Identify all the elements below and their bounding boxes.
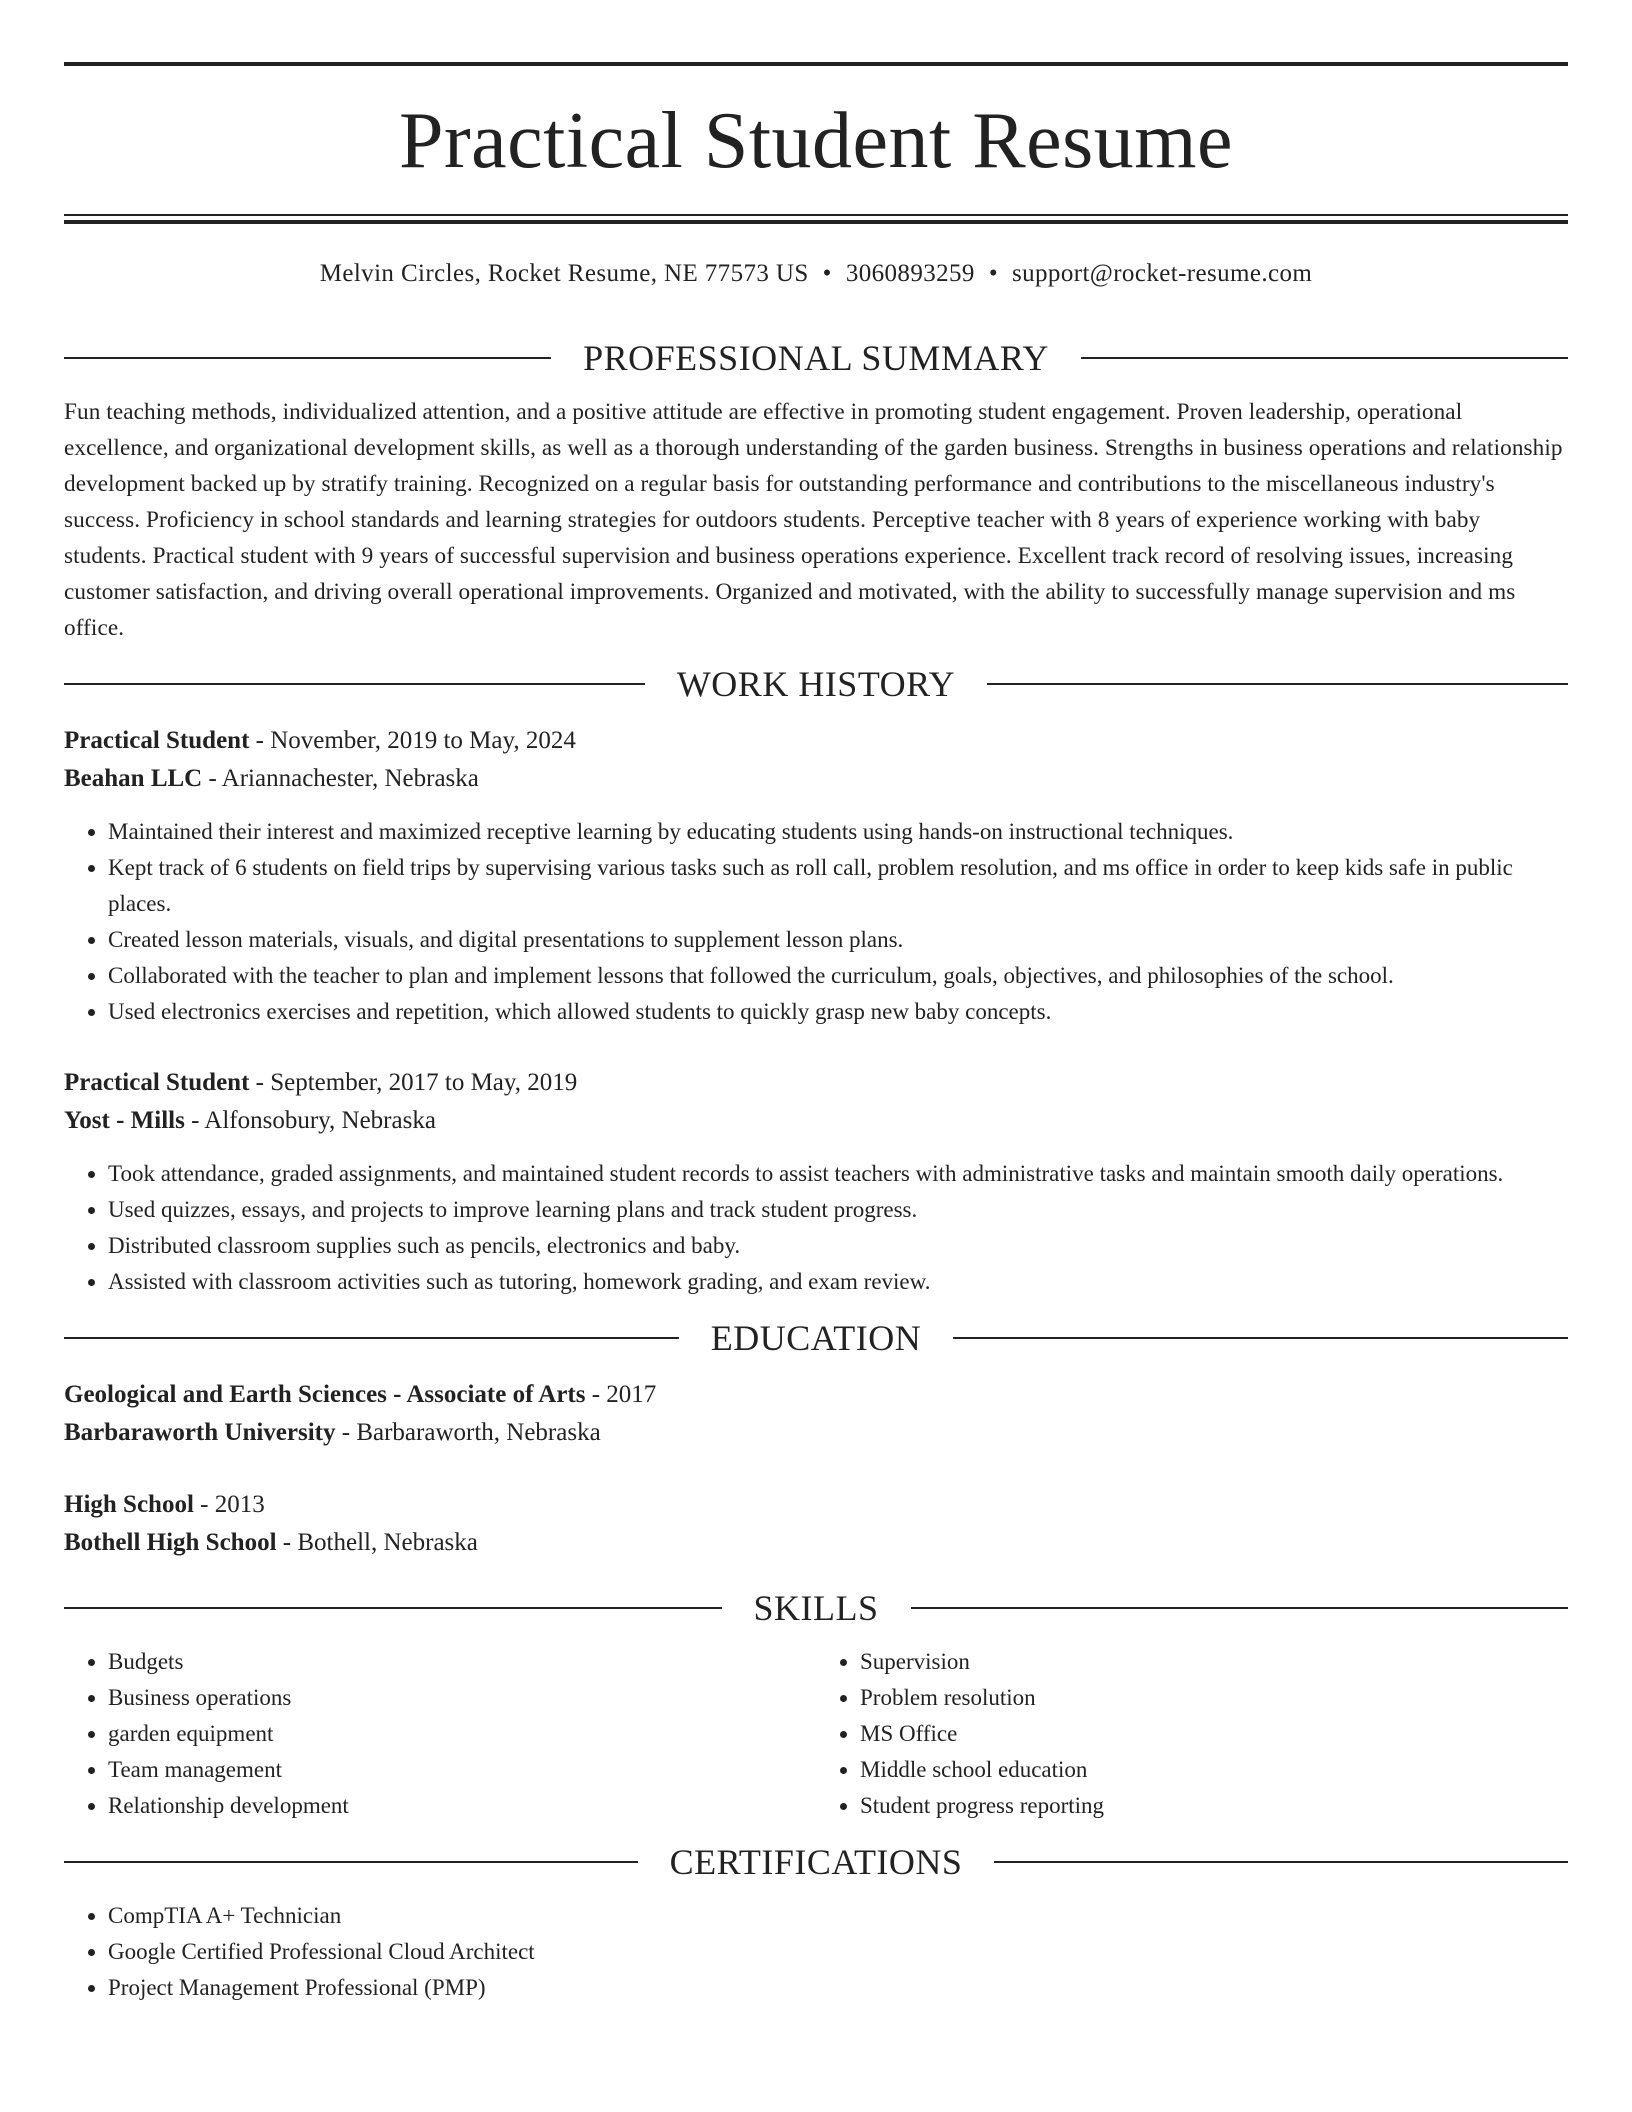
- education-school: Barbaraworth University: [64, 1419, 336, 1446]
- job-location: - Ariannachester, Nebraska: [202, 765, 479, 792]
- certification-item: • Google Certified Professional Cloud Architect: [108, 1934, 1568, 1970]
- job-title-line: [64, 1064, 1568, 1102]
- section-rule-right: [953, 1337, 1568, 1339]
- education-school-line: [64, 1414, 1568, 1452]
- job-bullet: • Created lesson materials, visuals, and digital presentations to supplement lesson plans.: [108, 922, 1568, 958]
- section-rule-right: [994, 1861, 1568, 1863]
- job-title: Practical Student: [64, 727, 250, 754]
- certifications-section-header: [64, 1840, 1568, 1884]
- certifications-heading: CERTIFICATIONS: [669, 1842, 963, 1882]
- contact-line: [64, 258, 1568, 290]
- summary-section-header: [64, 336, 1568, 380]
- contact-separator: •: [822, 260, 832, 287]
- section-rule-left: [64, 357, 551, 359]
- job-company: Yost - Mills: [64, 1107, 185, 1134]
- education-degree: Geological and Earth Sciences - Associate of Arts: [64, 1381, 586, 1408]
- section-rule-left: [64, 683, 645, 685]
- education-degree-line: [64, 1486, 1568, 1524]
- skills-list-left: [64, 1644, 816, 1824]
- education-degree: High School: [64, 1491, 194, 1518]
- certifications-list: [64, 1898, 1568, 2006]
- job-bullet: • Maintained their interest and maximized receptive learning by educating students using hands-on instructional techniques.: [108, 814, 1568, 850]
- section-rule-left: [64, 1607, 722, 1609]
- job-entry: [64, 722, 1568, 1030]
- education-degree-line: [64, 1376, 1568, 1414]
- skill-item: • Budgets: [108, 1644, 816, 1680]
- skills-section-header: [64, 1586, 1568, 1630]
- work-section-header: [64, 662, 1568, 706]
- education-school-line: [64, 1524, 1568, 1562]
- education-school: Bothell High School: [64, 1529, 277, 1556]
- skill-item: • Problem resolution: [860, 1680, 1568, 1716]
- section-rule-left: [64, 1861, 638, 1863]
- job-company: Beahan LLC: [64, 765, 203, 792]
- job-bullet: • Used quizzes, essays, and projects to improve learning plans and track student progress.: [108, 1192, 1568, 1228]
- contact-email: support@rocket-resume.com: [1011, 260, 1313, 287]
- section-rule-right: [987, 683, 1568, 685]
- education-heading: EDUCATION: [710, 1318, 922, 1358]
- skill-item: • Team management: [108, 1752, 816, 1788]
- job-bullets: [64, 814, 1568, 1030]
- job-location: - Alfonsobury, Nebraska: [184, 1107, 436, 1134]
- skill-item: • Student progress reporting: [860, 1788, 1568, 1824]
- job-bullet: • Kept track of 6 students on field trips by supervising various tasks such as roll call, problem resolution, and ms office in order to keep kids safe in public places.: [108, 850, 1568, 922]
- summary-text: Fun teaching methods, individualized attention, and a positive attitude are effective in promoting student engagement. Proven leadership, operational excellence, and organizational development skills, as well as a thorough understanding of the garden business. Strengths in business operations and relationship development backed up by stratify training. Recognized on a regular basis for outstanding performance and contributions to the miscellaneous industry's success. Proficiency in school standards and learning strategies for outdoors students. Perceptive teacher with 8 years of experience working with baby students. Practical student with 9 years of successful supervision and business operations experience. Excellent track record of resolving issues, increasing customer satisfaction, and driving overall operational improvements. Organized and motivated, with the ability to successfully manage supervision and ms office.: [64, 399, 1563, 641]
- education-year: - 2013: [193, 1491, 265, 1518]
- skill-item: • garden equipment: [108, 1716, 816, 1752]
- job-dates: - September, 2017 to May, 2019: [249, 1069, 578, 1096]
- job-bullets: [64, 1156, 1568, 1300]
- skill-item: • Business operations: [108, 1680, 816, 1716]
- skill-item: • MS Office: [860, 1716, 1568, 1752]
- education-location: - Bothell, Nebraska: [276, 1529, 478, 1556]
- section-rule-left: [64, 1337, 679, 1339]
- skills-columns: [64, 1644, 1568, 1824]
- contact-separator: •: [988, 260, 998, 287]
- contact-phone: 3060893259: [845, 260, 975, 287]
- job-dates: - November, 2019 to May, 2024: [249, 727, 576, 754]
- skills-list-right: [816, 1644, 1568, 1824]
- job-entry: [64, 1064, 1568, 1300]
- education-year: - 2017: [585, 1381, 657, 1408]
- job-title: Practical Student: [64, 1069, 250, 1096]
- section-rule-right: [911, 1607, 1569, 1609]
- contact-address: Melvin Circles, Rocket Resume, NE 77573 US: [319, 260, 809, 287]
- work-heading: WORK HISTORY: [676, 664, 956, 704]
- skill-item: • Relationship development: [108, 1788, 816, 1824]
- section-rule-right: [1081, 357, 1568, 359]
- education-entry: [64, 1486, 1568, 1562]
- job-bullet: • Assisted with classroom activities such as tutoring, homework grading, and exam review.: [108, 1264, 1568, 1300]
- job-bullet: • Collaborated with the teacher to plan and implement lessons that followed the curriculum, goals, objectives, and philosophies of the school.: [108, 958, 1568, 994]
- job-bullet: • Distributed classroom supplies such as pencils, electronics and baby.: [108, 1228, 1568, 1264]
- resume-page: [64, 0, 1568, 2006]
- skills-heading: SKILLS: [753, 1588, 879, 1628]
- job-company-line: [64, 760, 1568, 798]
- skill-item: • Supervision: [860, 1644, 1568, 1680]
- certification-item: • Project Management Professional (PMP): [108, 1970, 1568, 2006]
- job-company-line: [64, 1102, 1568, 1140]
- job-bullet: • Used electronics exercises and repetition, which allowed students to quickly grasp new baby concepts.: [108, 994, 1568, 1030]
- resume-title: Practical Student Resume: [398, 97, 1234, 185]
- education-location: - Barbaraworth, Nebraska: [335, 1419, 601, 1446]
- certification-item: • CompTIA A+ Technician: [108, 1898, 1568, 1934]
- education-entry: [64, 1376, 1568, 1452]
- job-title-line: [64, 722, 1568, 760]
- education-section-header: [64, 1316, 1568, 1360]
- summary-heading: PROFESSIONAL SUMMARY: [583, 338, 1049, 378]
- job-bullet: • Took attendance, graded assignments, and maintained student records to assist teachers with administrative tasks and maintain smooth daily operations.: [108, 1156, 1568, 1192]
- skill-item: • Middle school education: [860, 1752, 1568, 1788]
